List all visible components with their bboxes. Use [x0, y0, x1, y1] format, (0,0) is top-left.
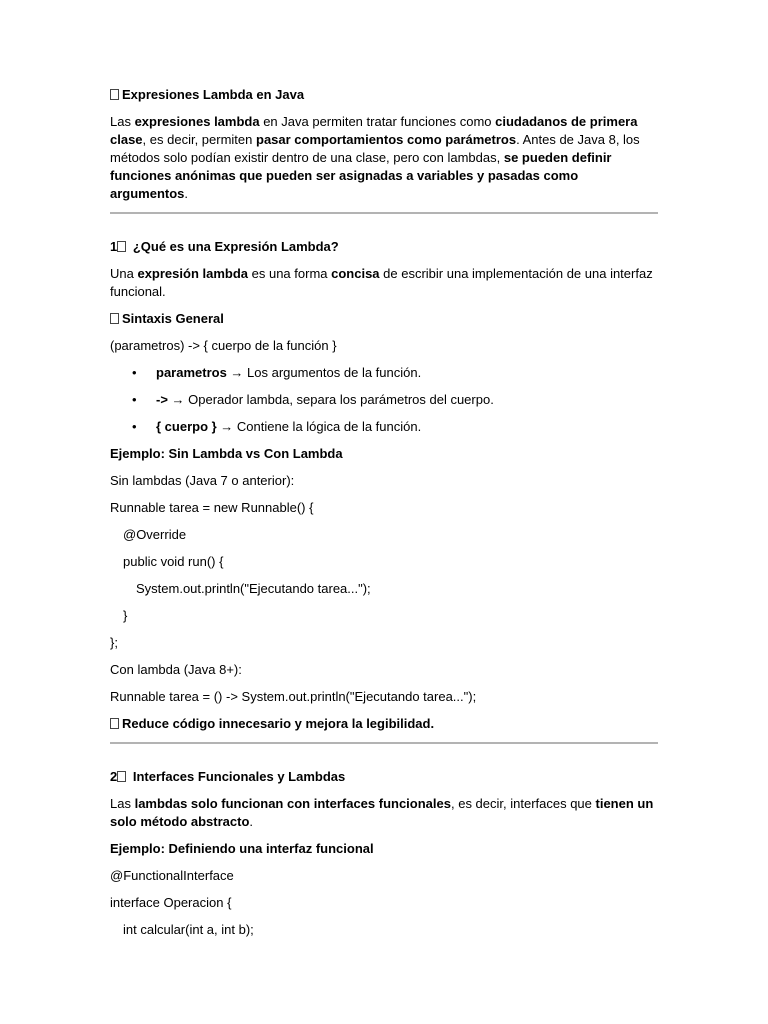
doc-title [110, 86, 658, 104]
conclusion-line [110, 715, 658, 733]
with-lambda-label: Con lambda (Java 8+): [110, 662, 242, 677]
emoji-placeholder-icon [110, 718, 119, 729]
def-bold: concisa [331, 266, 380, 281]
def-text: es una forma [248, 266, 332, 281]
desc-text: , es decir, interfaces que [450, 796, 596, 811]
intro-bold: se pueden definir funciones anónimas que pueden ser asignadas a variables y pasadas como argumentos [110, 150, 612, 201]
desc-bold: tienen un solo método abstracto [110, 796, 654, 829]
def-text: Una [110, 266, 138, 281]
emoji-placeholder-icon [110, 313, 119, 324]
intro-bold: expresiones lambda [134, 114, 260, 129]
desc-text: . [249, 814, 254, 829]
code-line: }; [110, 635, 118, 650]
bullet-desc: → Los argumentos de la función. [226, 365, 422, 380]
code-line: System.out.println("Ejecutando tarea..."); [136, 581, 371, 596]
bullet-desc: → Operador lambda, separa los parámetros del cuerpo. [167, 392, 494, 407]
syntax-title: Sintaxis General [122, 311, 224, 326]
code-line: @Override [123, 527, 187, 542]
conclusion-text: Reduce código innecesario y mejora la legibilidad. [122, 716, 435, 731]
keycap-icon [117, 771, 126, 782]
section2-description [110, 795, 658, 831]
intro-text: . Antes de Java 8, los métodos solo podían existir dentro de una clase, pero con lambdas, [110, 132, 640, 165]
bullet-dot: • [132, 392, 137, 407]
example-heading: Ejemplo: Definiendo una interfaz funcional [110, 841, 374, 856]
section1-definition [110, 265, 658, 301]
intro-bold: pasar comportamientos como parámetros [256, 132, 517, 147]
desc-text: Las [110, 796, 135, 811]
code-line: Runnable tarea = new Runnable() { [110, 500, 314, 515]
section1-heading [110, 238, 658, 256]
def-text: de escribir una implementación de una interfaz funcional. [110, 266, 653, 299]
section-number: 1 [110, 239, 118, 254]
code-line: interface Operacion { [110, 895, 232, 910]
doc-title-text: Expresiones Lambda en Java [122, 87, 305, 102]
code-line: int calcular(int a, int b); [123, 922, 254, 937]
horizontal-rule [110, 742, 658, 744]
intro-text: . [184, 186, 189, 201]
list-item [110, 418, 658, 436]
list-item [110, 364, 658, 382]
intro-text: , es decir, permiten [142, 132, 256, 147]
section-number: 2 [110, 769, 118, 784]
bullet-term: -> [156, 392, 168, 407]
syntax-heading [110, 310, 658, 328]
intro-text: en Java permiten tratar funciones como [259, 114, 496, 129]
without-lambda-label: Sin lambdas (Java 7 o anterior): [110, 473, 295, 488]
desc-bold: lambdas solo funcionan con interfaces funcionales [134, 796, 451, 811]
intro-bold: ciudadanos de primera clase [110, 114, 638, 147]
section-title: Interfaces Funcionales y Lambdas [129, 769, 346, 784]
bullet-term: { cuerpo } [156, 419, 217, 434]
section2-heading [110, 768, 658, 786]
intro-text: Las [110, 114, 135, 129]
section-title: ¿Qué es una Expresión Lambda? [129, 239, 339, 254]
list-item [110, 391, 658, 409]
bullet-desc: → Contiene la lógica de la función. [216, 419, 422, 434]
code-line: @FunctionalInterface [110, 868, 234, 883]
syntax-bullet-list [110, 364, 658, 436]
horizontal-rule [110, 212, 658, 214]
syntax-line: (parametros) -> { cuerpo de la función } [110, 338, 337, 353]
code-line: Runnable tarea = () -> System.out.println("Ejecutando tarea..."); [110, 689, 477, 704]
bullet-dot: • [132, 419, 137, 434]
keycap-icon [117, 241, 126, 252]
emoji-placeholder-icon [110, 89, 119, 100]
example-heading: Ejemplo: Sin Lambda vs Con Lambda [110, 446, 343, 461]
bullet-dot: • [132, 365, 137, 380]
code-line: } [123, 608, 128, 623]
code-line: public void run() { [123, 554, 224, 569]
def-bold: expresión lambda [137, 266, 249, 281]
bullet-term: parametros [156, 365, 227, 380]
intro-paragraph [110, 113, 658, 203]
document-content [110, 86, 658, 948]
